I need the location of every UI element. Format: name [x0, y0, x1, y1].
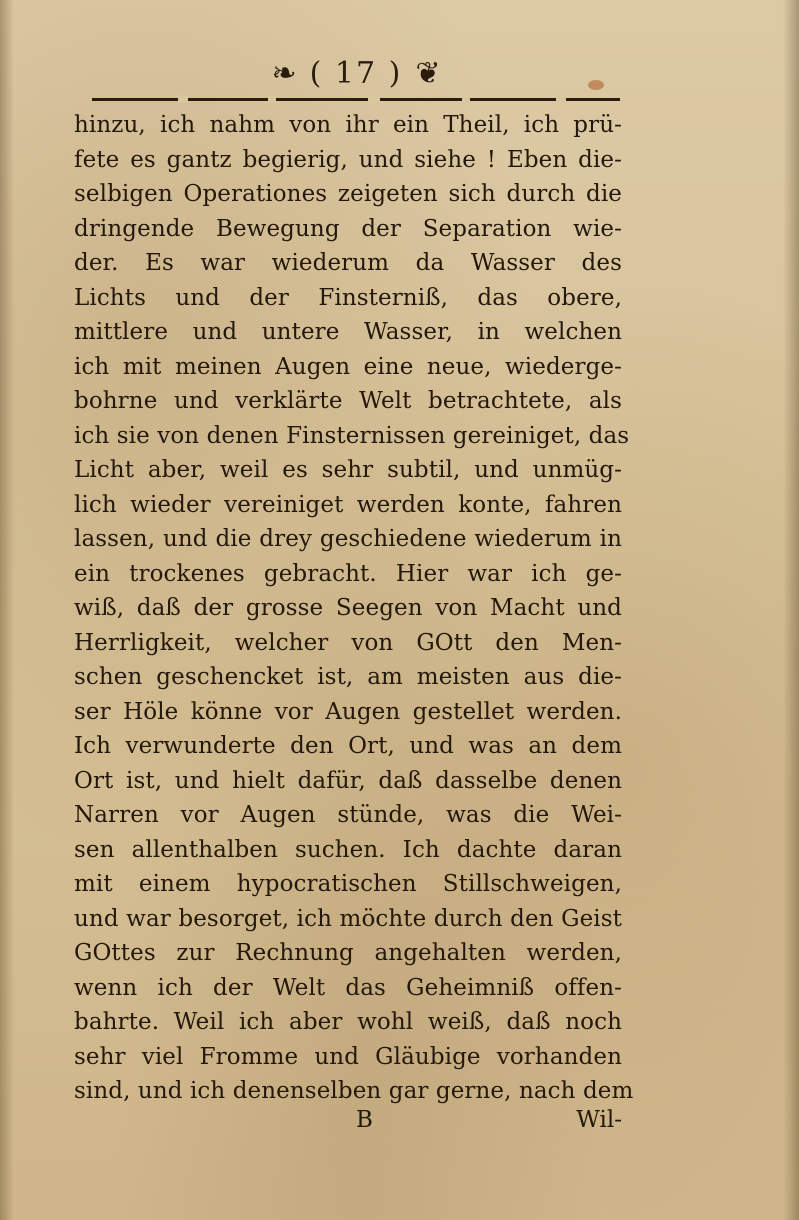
- page-shadow-left: [0, 0, 14, 1220]
- text-line: wenn ich der Welt das Geheimniß offen-: [74, 974, 622, 1001]
- page-footer: [74, 1102, 622, 1138]
- rule-break: [268, 95, 276, 103]
- rule-break: [368, 95, 380, 103]
- text-line: schen geschencket ist, am meisten aus die-: [74, 664, 622, 690]
- text-line: mit einem hypocratischen Stillschweigen,: [74, 871, 622, 897]
- fleuron-right-icon: ❦: [415, 56, 441, 91]
- text-line: Herrligkeit, welcher von GOtt den Men-: [74, 629, 622, 656]
- text-line: Licht aber, weil es sehr subtil, und unmüg-: [74, 457, 622, 483]
- text-line: der. Es war wiederum da Wasser des: [74, 250, 622, 276]
- text-line: lassen, und die drey geschiedene wiederum in: [74, 526, 622, 552]
- text-line: bohrne und verklärte Welt betrachtete, als: [74, 388, 622, 414]
- text-line: wiß, daß der grosse Seegen von Macht und: [74, 595, 622, 621]
- text-line: sen allenthalben suchen. Ich dachte daran: [74, 836, 622, 863]
- text-line: fete es gantz begierig, und siehe ! Eben die-: [74, 146, 622, 173]
- text-line: ser Höle könne vor Augen gestellet werden.: [74, 698, 622, 725]
- text-line: Narren vor Augen stünde, was die Wei-: [74, 802, 622, 828]
- text-line: Lichts und der Finsterniß, das obere,: [74, 284, 622, 311]
- fleuron-left-icon: ❧: [271, 56, 297, 91]
- text-line: dringende Bewegung der Separation wie-: [74, 215, 622, 242]
- text-line: bahrte. Weil ich aber wohl weiß, daß noch: [74, 1009, 622, 1035]
- text-line: GOttes zur Rechnung angehalten werden,: [74, 940, 622, 966]
- text-line: Ort ist, und hielt dafür, daß dasselbe denen: [74, 767, 622, 794]
- page-header: [92, 52, 620, 100]
- text-line: ein trockenes gebracht. Hier war ich ge-: [74, 560, 622, 587]
- text-line: lich wieder vereiniget werden konte, fahren: [74, 491, 622, 518]
- catchword: Wil-: [576, 1107, 622, 1133]
- text-line: sehr viel Fromme und Gläubige vorhanden: [74, 1043, 622, 1070]
- text-line: sind, und ich denenselben gar gerne, nach dem: [74, 1078, 634, 1104]
- rule-break: [556, 95, 566, 103]
- signature-mark: B: [356, 1107, 373, 1133]
- text-line: selbigen Operationes zeigeten sich durch die: [74, 181, 622, 207]
- page-number: ( 17 ): [309, 56, 403, 91]
- body-text: [74, 108, 634, 1109]
- text-line: Ich verwunderte den Ort, und was an dem: [74, 733, 622, 759]
- rule-break: [462, 95, 470, 103]
- text-line: mittlere und untere Wasser, in welchen: [74, 319, 622, 345]
- header-rule: [92, 98, 620, 101]
- text-line: ich mit meinen Augen eine neue, wiederge-: [74, 353, 622, 380]
- rule-break: [178, 95, 188, 103]
- text-line: hinzu, ich nahm von ihr ein Theil, ich prü-: [74, 112, 622, 138]
- page-shadow-right: [783, 0, 799, 1220]
- text-line: und war besorget, ich möchte durch den Geist: [74, 905, 622, 932]
- text-line: ich sie von denen Finsternissen gereiniget, das: [74, 422, 630, 449]
